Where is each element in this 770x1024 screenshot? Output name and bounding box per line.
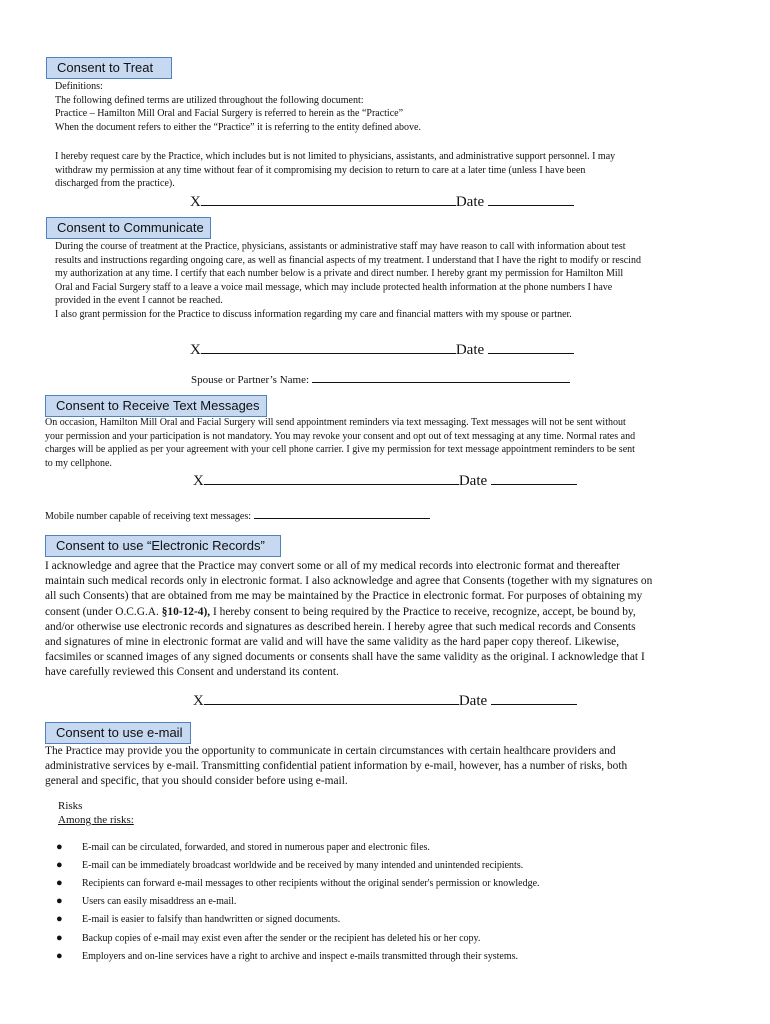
section-header-consent-text-messages: Consent to Receive Text Messages [45,395,267,417]
bullet-icon: ● [56,859,63,871]
text-messages-text: On occasion, Hamilton Mill Oral and Facial Surgery will send appointment reminders via text messaging. Text messages will not be sent without your permission and your participation is not mandatory. You may revoke your consent and opt out of text messaging at any time. Normal rates and charges will be applied as per your agreement with your cell phone carrier. I give my permission for text message appointment reminders to be sent to my cellphone. [45,417,636,469]
bullet-icon: ● [56,841,63,853]
section-header-consent-to-communicate: Consent to Communicate [46,217,211,239]
section-header-consent-email: Consent to use e-mail [45,722,191,744]
signature-line-text-messages[interactable]: X Date [193,470,577,490]
section-header-consent-electronic-records: Consent to use “Electronic Records” [45,535,281,557]
bullet-icon: ● [56,895,63,907]
bullet-icon: ● [56,877,63,889]
communicate-text: During the course of treatment at the Practice, physicians, assistants or administrative staff may have reason to call with information about test results and instructions regarding ongoing care, as well as financial aspects of my treatment. I understand that I have the right to modify or rescind my authorization at any time. I certify that each number below is a private and direct number. I hereby grant my permission for Hamilton Mill Oral and Facial Surgery staff to a leave a voice mail message, which may include protected health information at the phone numbers I have provided in the event I cannot be reached. I also grant permission for the Practice to discuss information regarding my care and financial matters with my spouse or partner. [55,241,641,320]
electronic-records-text: I acknowledge and agree that the Practice may convert some or all of my medical records into electronic format and thereafter maintain such medical records only in electronic format. I also acknowledge and agree that Consents (together with my signatures on all such Consents) that are obtained from me may be maintained by the Practice in electronic format. For purposes of obtaining my consent (under O.C.G.A. §10-12-4), I hereby consent to being required by the Practice to receive, recognize, accept, be bound by, and/or otherwise use electronic records and signatures as described herein. I hereby agree that such medical records and Consents and signatures of mine in electronic format are valid and will have the same validity as the hard paper copy thereof. Likewise, facsimiles or scanned images of any signed documents or consents shall have the same validity as the original. I acknowledge that I have carefully reviewed this Consent and understand its content. [45,560,653,679]
signature-line-treat[interactable]: X Date [190,191,574,211]
spouse-name-field[interactable]: Spouse or Partner’s Name: [191,371,570,387]
among-risks-label: Among the risks: [58,814,134,826]
mobile-number-field[interactable]: Mobile number capable of receiving text messages: [45,508,430,524]
bullet-icon: ● [56,950,63,962]
signature-line-communicate[interactable]: X Date [190,339,574,359]
signature-line-electronic-records[interactable]: X Date [193,690,577,710]
definitions-text: Definitions: The following defined terms are utilized throughout the following document: Practice – Hamilton Mill Oral and Facial Surgery is referred to herein as the “Practice” When the document refers to either the “Practice” it is referring to the entity defined above. [55,81,421,133]
section-header-consent-to-treat: Consent to Treat [46,57,172,79]
risks-label: Risks [58,800,83,812]
email-intro-text: The Practice may provide you the opportunity to communicate in certain circumstances with certain healthcare providers and administrative services by e-mail. Transmitting confidential patient information by e-mail, however, has a number of risks, both general and specific, that you should consider before using e-mail. [45,745,628,788]
bullet-icon: ● [56,932,63,944]
treat-request-text: I hereby request care by the Practice, which includes but is not limited to physicians, assistants, and administrative support personnel. I may withdraw my permission at any time without fear of it compromising my decision to return to care at a later time (unless I have been discharged from the practice). [55,151,616,189]
bullet-icon: ● [56,913,63,925]
